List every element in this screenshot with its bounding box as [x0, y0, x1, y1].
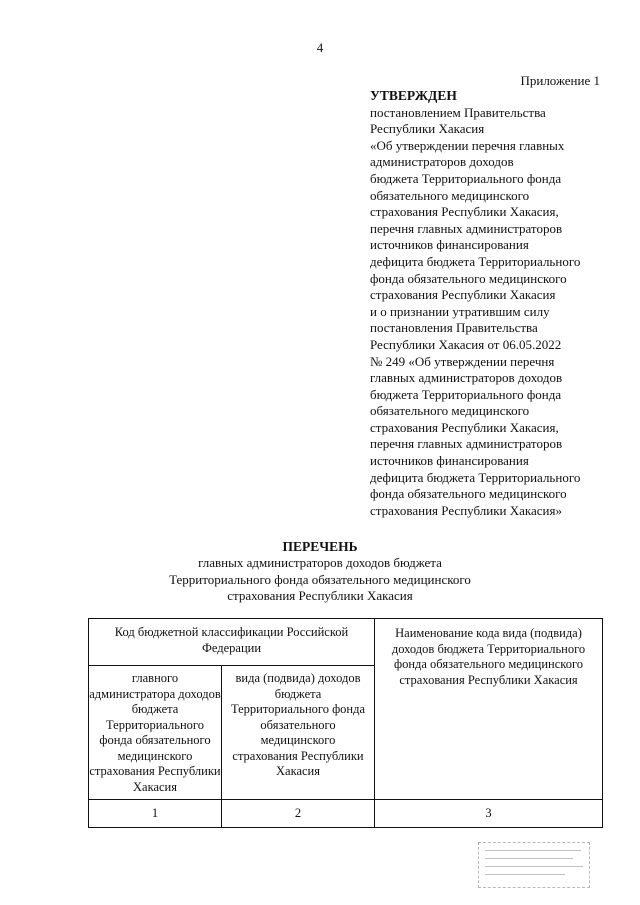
approval-line: страхования Республики Хакасия»: [370, 502, 562, 518]
approval-line: Республики Хакасия от 06.05.2022: [370, 336, 562, 352]
approval-block: [370, 88, 620, 519]
name-header-cell: Наименование кода вида (подвида) доходов бюджета Территориального фонда обязательного медицинского страхования Республики Хакасия: [375, 619, 603, 800]
approval-line: обязательного медицинского: [370, 187, 530, 203]
approval-line: обязательного медицинского: [370, 403, 530, 419]
approval-line: постановления Правительства: [370, 320, 538, 336]
approval-line: и о признании утратившим силу: [370, 303, 550, 319]
type-header-cell: вида (подвида) доходов бюджета Территориального фонда обязательного медицинского страхования Республики Хакасия: [222, 666, 375, 800]
table-header-row: [89, 619, 603, 666]
admin-header-cell: главного администратора доходов бюджета Территориального фонда обязательного медицинского страхования Республики Хакасия: [89, 666, 222, 800]
approval-line: администраторов доходов: [370, 154, 514, 170]
approval-line: Республики Хакасия: [370, 121, 485, 137]
document-stamp: [478, 842, 590, 888]
column-number-cell: 1: [89, 800, 222, 828]
approval-line: страхования Республики Хакасия,: [370, 419, 559, 435]
approval-line: «Об утверждении перечня главных: [370, 137, 565, 153]
approval-line: фонда обязательного медицинского: [370, 486, 567, 502]
group-header-cell: Код бюджетной классификации Российской Федерации: [89, 619, 375, 666]
page-number: 4: [316, 40, 324, 55]
approval-line: перечня главных администраторов: [370, 220, 563, 236]
approval-line: дефицита бюджета Территориального: [370, 469, 581, 485]
table-row: [89, 800, 603, 828]
approval-line: перечня главных администраторов: [370, 436, 563, 452]
appendix-label: Приложение 1: [520, 73, 600, 88]
list-subtitle-line: Территориального фонда обязательного медицинского: [169, 571, 471, 587]
approval-line: источников финансирования: [370, 453, 529, 469]
approval-line: страхования Республики Хакасия: [370, 287, 556, 303]
column-number-cell: 2: [222, 800, 375, 828]
list-subtitle: [0, 555, 640, 605]
approval-line: бюджета Территориального фонда: [370, 170, 562, 186]
approval-line: страхования Республики Хакасия,: [370, 204, 559, 220]
list-title: ПЕРЕЧЕНЬ: [282, 539, 358, 554]
approval-line: дефицита бюджета Территориального: [370, 253, 581, 269]
approval-line: бюджета Территориального фонда: [370, 386, 562, 402]
approval-line: № 249 «Об утверждении перечня: [370, 353, 555, 369]
approval-line: источников финансирования: [370, 237, 529, 253]
approval-line: фонда обязательного медицинского: [370, 270, 567, 286]
approval-line: постановлением Правительства: [370, 104, 546, 120]
approved-heading: УТВЕРЖДЕН: [370, 88, 457, 103]
column-number-cell: 3: [375, 800, 603, 828]
codes-table: [88, 618, 603, 828]
list-subtitle-line: главных администраторов доходов бюджета: [198, 555, 442, 570]
approval-line: главных администраторов доходов: [370, 370, 563, 386]
list-subtitle-line: страхования Республики Хакасия: [227, 588, 413, 603]
